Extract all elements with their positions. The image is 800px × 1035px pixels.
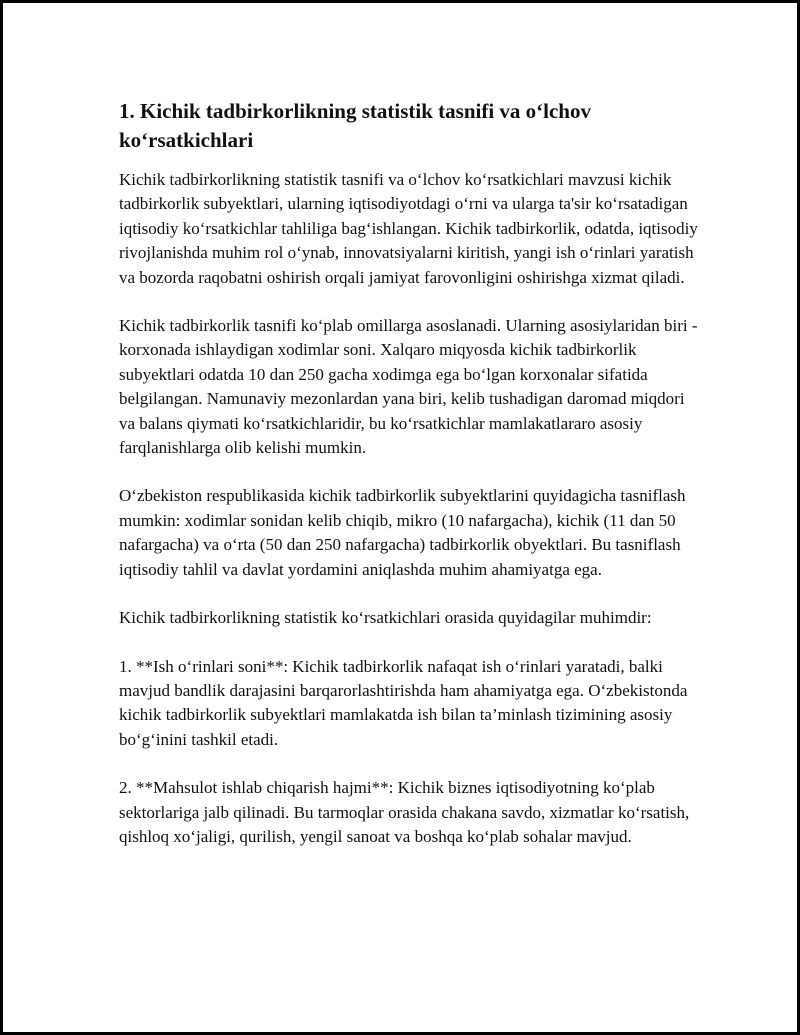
paragraph-intro: Kichik tadbirkorlikning statistik tasnifi va o‘lchov ko‘rsatkichlari mavzusi kichik tadbirkorlik subyektlari, ularning iqtisodiyotdagi o‘rni va ularga ta'sir ko‘rsatadigan iqtisodiy ko‘rsatkichlar tahliliga bag‘ishlangan. Kichik tadbirkorlik, odatda, iqtisodiy rivojlanishda muhim rol o‘ynab, innovatsiyalarni kiritish, yangi ish o‘rinlari yaratish va bozorda raqobatni oshirish orqali jamiyat farovonligini oshirishga xizmat qiladi.	[119, 170, 698, 287]
section-heading: 1. Kichik tadbirkorlikning statistik tasnifi va o‘lchov ko‘rsatkichlari	[119, 99, 591, 152]
paragraph-item-production: 2. **Mahsulot ishlab chiqarish hajmi**: Kichik biznes iqtisodiyotning ko‘plab sektorlariga jalb qilinadi. Bu tarmoqlar orasida chakana savdo, xizmatlar ko‘rsatish, qishloq xo‘jaligi, qurilish, yengil sanoat va boshqa ko‘plab sohalar mavjud.	[119, 778, 690, 846]
document-body	[119, 97, 699, 873]
paragraph-indicators-intro: Kichik tadbirkorlikning statistik ko‘rsatkichlari orasida quyidagilar muhimdir:	[119, 608, 652, 628]
paragraph-classification: Kichik tadbirkorlik tasnifi ko‘plab omillarga asoslanadi. Ularning asosiylaridan biri - korxonada ishlaydigan xodimlar soni. Xalqaro miqyosda kichik tadbirkorlik subyektlari odatda 10 dan 250 gacha xodimga ega bo‘lgan korxonalar sifatida belgilangan. Namunaviy mezonlardan yana biri, kelib tushadigan daromad miqdori va balans qiymati ko‘rsatkichlaridir, bu ko‘rsatkichlar mamlakatlararo asosiy farqlanishlarga olib kelishi mumkin.	[119, 316, 698, 458]
paragraph-item-jobs: 1. **Ish o‘rinlari soni**: Kichik tadbirkorlik nafaqat ish o‘rinlari yaratadi, balki mavjud bandlik darajasini barqarorlashtirishda ham ahamiyatga ega. O‘zbekistonda kichik tadbirkorlik subyektlari mamlakatda ish bilan ta’minlash tizimining asosiy bo‘g‘inini tashkil etadi.	[119, 656, 688, 749]
paragraph-uzbekistan: O‘zbekiston respublikasida kichik tadbirkorlik subyektlarini quyidagicha tasniflash mumkin: xodimlar sonidan kelib chiqib, mikro (10 nafargacha), kichik (11 dan 50 nafargacha) va o‘rta (50 dan 250 nafargacha) tadbirkorlik obyektlari. Bu tasniflash iqtisodiy tahlil va davlat yordamini aniqlashda muhim ahamiyatga ega.	[119, 486, 686, 579]
